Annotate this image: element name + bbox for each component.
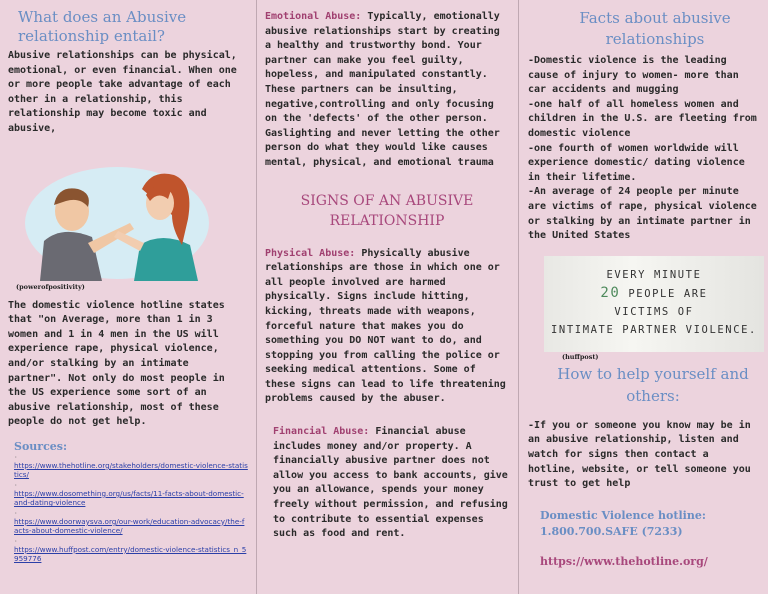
sources-list — [8, 455, 248, 564]
list-bullet: · — [14, 453, 18, 461]
source-link[interactable]: https://www.doorwaysva.org/our-work/education-advocacy/the-facts-about-domestic-violence/ — [14, 516, 245, 536]
fact-item: -one fourth of women worldwide will experience domestic/ dating violence in their lifetime. — [528, 142, 745, 183]
column-middle — [257, 0, 517, 594]
statistic-banner — [544, 256, 764, 352]
section-heading-abusive-relationship: What does an Abusive relationship entail? — [18, 8, 187, 45]
stat-text: PEOPLE ARE — [620, 287, 708, 300]
physical-abuse-text: Physically abusive relationships are those in which one or all people involved are harmed physically. Signs include hitting, kicking, threats made with weapons, forceful nature that makes you do something you DO NOT want to do, and stopping you from calling the police or seeking medical attentions. Some of these signs can lead to life threatening problems caused by the abuser. — [265, 247, 506, 405]
stat-line — [544, 284, 764, 303]
stat-caption: (huffpost) — [562, 352, 599, 361]
stat-line: EVERY MINUTE — [606, 268, 702, 281]
fact-item: -one half of all homeless women and children in the U.S. are fleeting from domestic violence — [528, 98, 757, 139]
sources-heading: Sources: — [14, 439, 68, 453]
hotline-label: Domestic Violence hotline: — [540, 508, 706, 522]
column-right — [520, 0, 768, 594]
signs-heading: SIGNS OF AN ABUSIVE RELATIONSHIP — [300, 192, 474, 229]
fact-item: -An average of 24 people per minute are victims of rape, physical violence or stalking by an intimate partner in the United States — [528, 186, 757, 242]
help-paragraph: -If you or someone you know may be in an abusive relationship, listen and watch for signs then contact a hotline, website, or tell someone you trust to get help — [528, 419, 751, 490]
physical-abuse-paragraph — [265, 247, 509, 408]
facts-heading: Facts about abusive relationships — [579, 9, 731, 48]
image-caption: (powerofpositivity) — [16, 282, 85, 291]
column-divider — [518, 0, 519, 594]
stat-line: VICTIMS OF — [614, 305, 694, 318]
help-heading: How to help yourself and others: — [557, 364, 749, 405]
hotline-number[interactable]: 1.800.700.SAFE (7233) — [540, 524, 683, 538]
emotional-abuse-text: Typically, emotionally abusive relationships start by creating a healthy and trustworthy bond. Your partner can make you feel guilty, hopeless, and manipulated constantly. These partners can be insulting, negative,controlling and only focusing on the 'defects' of the other person. Gaslighting and never letting the other person do what they would like causes mental, physical, and emotional trauma — [265, 11, 500, 168]
emotional-abuse-label: Emotional Abuse: — [265, 11, 362, 22]
stat-number: 20 — [600, 284, 621, 301]
facts-list — [528, 54, 760, 244]
list-bullet: · — [14, 509, 18, 517]
hotline-statistics-paragraph: The domestic violence hotline states that "on Average, more than 1 in 3 women and 1 in 4 men in the US will experience rape, physical violence, and/or stalking by an intimate partner". Not only do most people in the US experience some sort of an abusive relationship, most of these people do not get help. — [8, 299, 225, 428]
list-bullet: · — [14, 537, 18, 545]
list-bullet: · — [14, 481, 18, 489]
emotional-abuse-paragraph — [265, 10, 509, 171]
column-left — [0, 0, 256, 594]
hotline-contact — [540, 508, 760, 570]
source-link[interactable]: https://www.thehotline.org/stakeholders/domestic-violence-statistics/ — [14, 460, 248, 480]
fact-item: -Domestic violence is the leading cause of injury to women- more than car accidents and mugging — [528, 55, 739, 96]
source-link[interactable]: https://www.huffpost.com/entry/domestic-violence-statistics_n_5959776 — [14, 544, 247, 564]
physical-abuse-label: Physical Abuse: — [265, 247, 356, 259]
financial-abuse-label: Financial Abuse: — [273, 426, 370, 438]
stat-line: INTIMATE PARTNER VIOLENCE. — [551, 323, 757, 336]
source-link[interactable]: https://www.dosomething.org/us/facts/11-facts-about-domestic-and-dating-violence — [14, 488, 244, 508]
arguing-couple-illustration — [22, 159, 212, 281]
financial-abuse-paragraph — [265, 425, 509, 542]
financial-abuse-text: Financial abuse includes money and/or property. A financially abusive partner does not allow you access to bank accounts, give you an allowance, spends your money freely without permission, and refusing to contribute to essential expenses such as food and rent. — [273, 426, 508, 540]
intro-paragraph: Abusive relationships can be physical, emotional, or even financial. When one or more people take advantage of each other in a relationship, this relationship may become toxic and abusive, — [8, 50, 237, 134]
hotline-url-link[interactable]: https://www.thehotline.org/ — [540, 554, 708, 568]
